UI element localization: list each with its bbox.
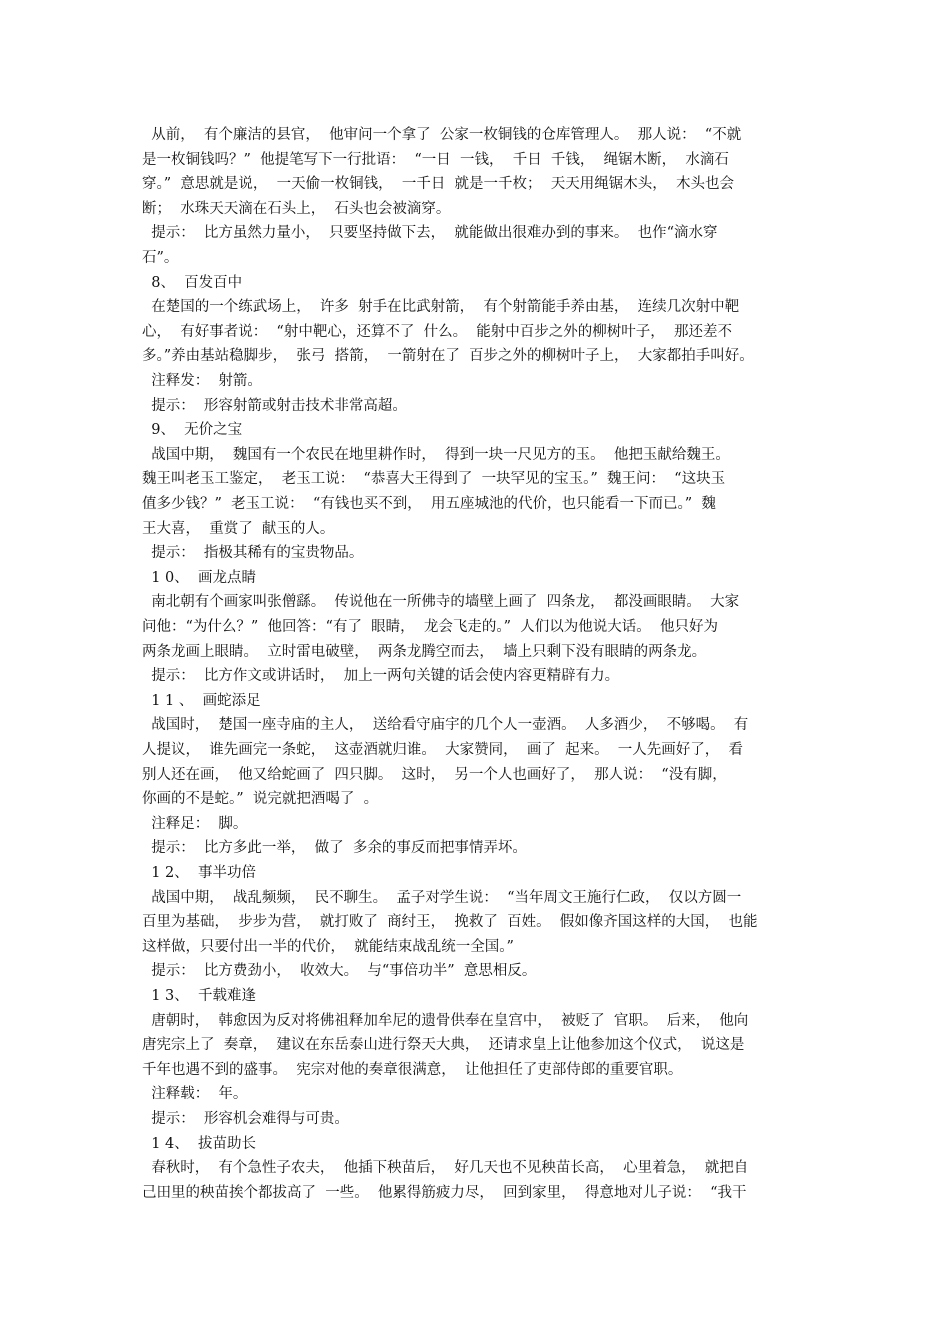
text-line: 提示： 比方虽然力量小， 只要坚持做下去， 就能做出很难办到的事来。 也作“滴水穿 — [142, 225, 718, 242]
text-line: 从前， 有个廉洁的县官， 他审问一个拿了 公家一枚铜钱的仓库管理人。 那人说： “不就 — [142, 127, 742, 143]
text-line: 提示： 比方多此一举， 做了 多余的事反而把事情弄坏。 — [142, 840, 527, 857]
text-line: 石”。 — [142, 250, 179, 266]
text-line: 注释足： 脚。 — [142, 815, 248, 832]
text-line: 值多少钱？” 老玉工说： “有钱也买不到， 用五座城池的代价，也只能看一下而已。” 魏 — [142, 496, 716, 512]
text-line: 9、 无价之宝 — [142, 422, 243, 439]
text-line: 南北朝有个画家叫张僧繇。 传说他在一所佛寺的墙壁上画了 四条龙， 都没画眼睛。 大家 — [142, 594, 740, 611]
text-line: 己田里的秧苗挨个都拔高了 一些。 他累得筋疲力尽， 回到家里， 得意地对儿子说： “我干 — [142, 1184, 747, 1201]
text-line: 1 2、 事半功倍 — [142, 865, 256, 881]
text-line: 魏王叫老玉工鉴定， 老玉工说： “恭喜大王得到了 一块罕见的宝玉。” 魏王问： “这块玉 — [142, 471, 726, 488]
text-line: 是一枚铜钱吗？” 他提笔写下一行批语： “一日 一钱， 千日 千钱， 绳锯木断， 水滴石 — [142, 151, 729, 168]
text-line: 提示： 形容射箭或射击技术非常高超。 — [142, 397, 407, 414]
text-line: 唐宪宗上了 奏章， 建议在东岳泰山进行祭天大典， 还请求皇上让他参加这个仪式， 说这是 — [142, 1037, 745, 1054]
text-line: 百里为基础， 步步为营， 就打败了 商纣王， 挽救了 百姓。 假如像齐国这样的大国， 也能 — [142, 914, 758, 931]
text-line: 8、 百发百中 — [142, 274, 243, 291]
text-line: 千年也遇不到的盛事。 宪宗对他的奏章很满意， 让他担任了吏部侍郎的重要官职。 — [142, 1061, 683, 1078]
text-line: 注释载： 年。 — [142, 1086, 248, 1103]
text-line: 心， 有好事者说： “射中靶心，还算不了 什么。 能射中百步之外的柳树叶子， 那还差不 — [142, 323, 733, 340]
text-line: 问他：“为什么？” 他回答：“有了 眼睛， 龙会飞走的。” 人们以为他说大话。 他只好为 — [142, 619, 718, 635]
text-line: 战国中期， 战乱频频， 民不聊生。 孟子对学生说： “当年周文王施行仁政， 仅以方圆一 — [142, 889, 742, 906]
text-line: 1 0、 画龙点睛 — [142, 569, 256, 586]
text-line: 注释发： 射箭。 — [142, 373, 262, 389]
text-line: 1 3、 千载难逢 — [142, 988, 256, 1004]
text-line: 王大喜， 重赏了 献玉的人。 — [142, 520, 335, 537]
text-line: 你画的不是蛇。” 说完就把酒喝了 。 — [142, 791, 379, 808]
text-line: 春秋时， 有个急性子农夫， 他插下秧苗后， 好几天也不见秧苗长高， 心里着急， 就把自 — [142, 1160, 749, 1177]
text-line: 提示： 比方作文或讲话时， 加上一两句关键的话会使内容更精辟有力。 — [142, 668, 620, 685]
text-line: 1 4、 拔苗助长 — [142, 1135, 256, 1152]
text-line: 唐朝时， 韩愈因为反对将佛祖释加牟尼的遗骨供奉在皇宫中， 被贬了 官职。 后来， 他向 — [142, 1012, 749, 1029]
text-line: 穿。” 意思就是说， 一天偷一枚铜钱， 一千日 就是一千枚； 天天用绳锯木头， 木头也会 — [142, 176, 734, 193]
text-line: 这样做，只要付出一半的代价， 就能结束战乱统一全国。” — [142, 938, 514, 955]
text-line: 两条龙画上眼睛。 立时雷电破壁， 两条龙腾空而去， 墙上只剩下没有眼睛的两条龙。 — [142, 643, 707, 660]
text-line: 1 1 、 画蛇添足 — [142, 692, 261, 709]
text-line: 提示： 形容机会难得与可贵。 — [142, 1111, 349, 1127]
text-line: 多。”养由基站稳脚步， 张弓 搭箭， 一箭射在了 百步之外的柳树叶子上， 大家都拍手叫好。 — [142, 348, 754, 365]
text-line: 战国时， 楚国一座寺庙的主人， 送给看守庙宇的几个人一壶酒。 人多酒少， 不够喝。 有 — [142, 717, 749, 734]
text-line: 提示： 比方费劲小， 收效大。 与“事倍功半” 意思相反。 — [142, 963, 537, 980]
text-line: 在楚国的一个练武场上， 许多 射手在比武射箭， 有个射箭能手养由基， 连续几次射中靶 — [142, 299, 740, 316]
text-line: 提示： 指极其稀有的宝贵物品。 — [142, 545, 364, 562]
text-line: 战国中期， 魏国有一个农民在地里耕作时， 得到一块一尺见方的玉。 他把玉献给魏王。 — [142, 446, 730, 463]
text-line: 人提议， 谁先画完一条蛇， 这壶酒就归谁。 大家赞同， 画了 起来。 一人先画好了， 看 — [142, 742, 744, 758]
text-line: 别人还在画， 他又给蛇画了 四只脚。 这时， 另一个人也画好了， 那人说： “没有脚， — [142, 766, 727, 783]
text-line: 断； 水珠天天滴在石头上， 石头也会被滴穿。 — [142, 200, 451, 217]
